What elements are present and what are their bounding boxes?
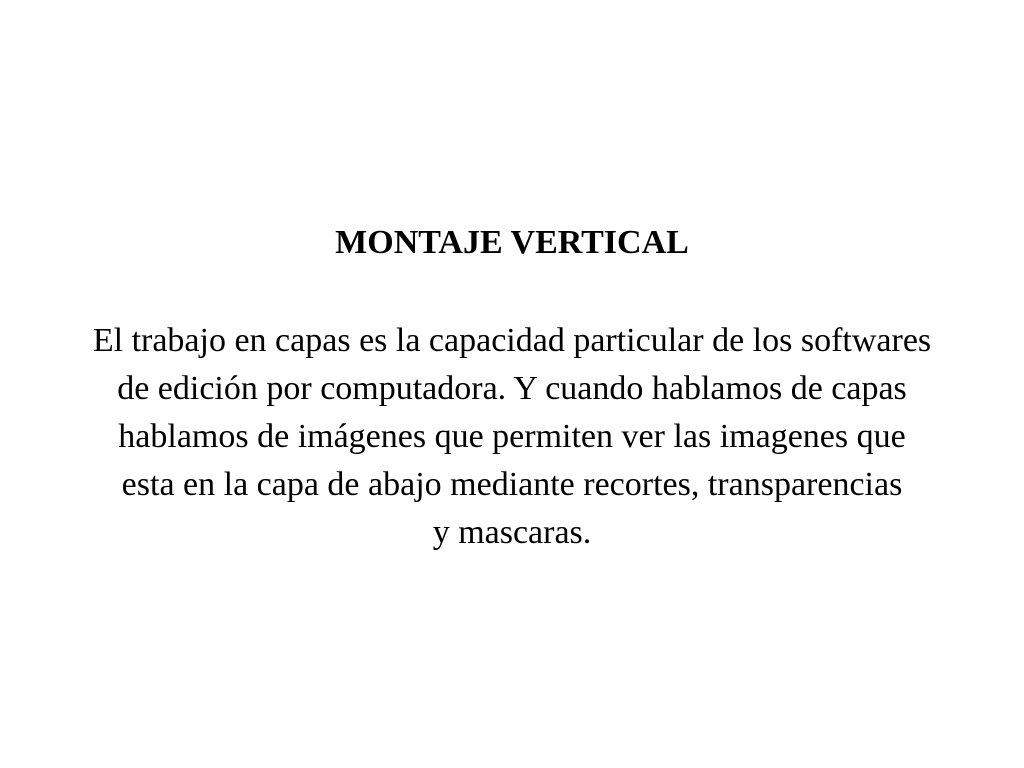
body-line-2: de edición por computadora. Y cuando hablamos de capas xyxy=(117,370,907,407)
body-line-3: hablamos de imágenes que permiten ver las imagenes que xyxy=(118,418,906,455)
slide-title: MONTAJE VERTICAL xyxy=(335,224,689,261)
body-line-1: El trabajo en capas es la capacidad particular de los softwares xyxy=(92,322,932,359)
slide-body xyxy=(0,317,1024,557)
body-line-4: esta en la capa de abajo mediante recortes, transparencias xyxy=(121,466,903,503)
body-line-5: y mascaras. xyxy=(432,514,592,551)
